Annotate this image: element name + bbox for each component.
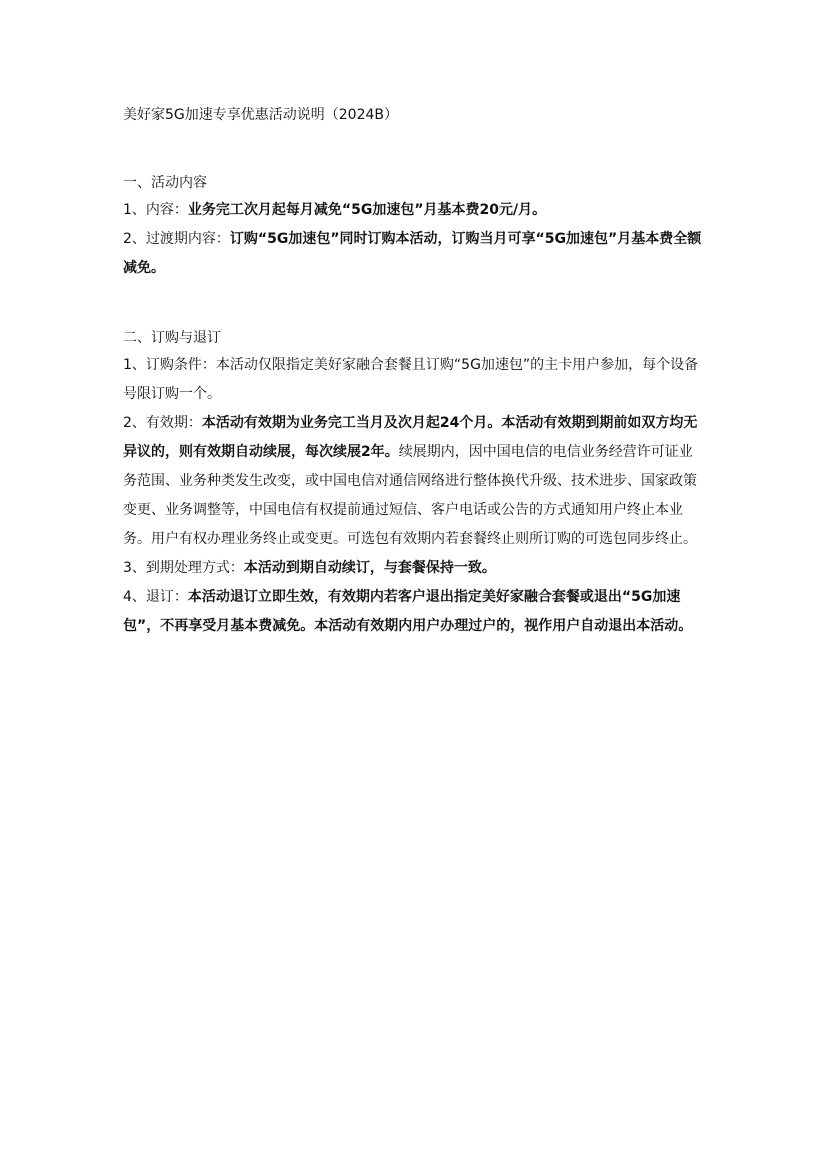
paragraph-label: 4、退订：: [123, 589, 188, 605]
paragraph-content: [123, 196, 705, 225]
document-title: 美好家5G加速专享优惠活动说明（2024B）: [123, 107, 398, 123]
paragraph-expiry-handling: [123, 554, 705, 583]
paragraph-transition-period: [123, 225, 705, 283]
paragraph-label: 2、过渡期内容：: [123, 231, 230, 247]
paragraph-label: 1、内容：: [123, 202, 188, 218]
section-heading-activity-content: 一、活动内容: [123, 175, 207, 191]
paragraph-label: 2、有效期：: [123, 415, 202, 431]
paragraph-regular-text: 续展期内，因中国电信的电信业务经营许可证业务范围、业务种类发生改变，或中国电信对通信网络进行整体换代升级、技术进步、国家政策变更、业务调整等，中国电信有权提前通过短信、客户电话或公告的方式通知用户终止本业务。用户有权办理业务终止或变更。可选包有效期内若套餐终止则所订购的可选包同步终止。: [123, 444, 697, 547]
paragraph-subscription-conditions: 1、订购条件：本活动仅限指定美好家融合套餐且订购“5G加速包”的主卡用户参加，每个设备号限订购一个。: [123, 357, 699, 402]
paragraph-label: 3、到期处理方式：: [123, 560, 244, 576]
paragraph-validity-period: [123, 409, 705, 554]
paragraph-bold-text: 本活动退订立即生效，有效期内若客户退出指定美好家融合套餐或退出“5G加速包”，不再享受月基本费减免。本活动有效期内用户办理过户的，视作用户自动退出本活动。: [123, 589, 693, 634]
paragraph-bold-text: 本活动有效期为业务完工当月及次月起24个月。本活动有效期到期前如双方均无异议的，则有效期自动续展，每次续展2年。: [123, 415, 698, 460]
paragraph-bold-text: 本活动到期自动续订，与套餐保持一致。: [243, 560, 496, 576]
paragraph-unsubscribe: [123, 583, 705, 641]
section-heading-subscribe-unsubscribe: 二、订购与退订: [123, 330, 221, 346]
spacer: [123, 128, 705, 170]
paragraph-bold-text: 订购“5G加速包”同时订购本活动，订购当月可享“5G加速包”月基本费全额减免。: [123, 231, 702, 276]
document-body: [123, 102, 705, 641]
paragraph-bold-text: 业务完工次月起每月减免“5G加速包”月基本费20元/月。: [187, 202, 547, 218]
spacer: [123, 283, 705, 325]
